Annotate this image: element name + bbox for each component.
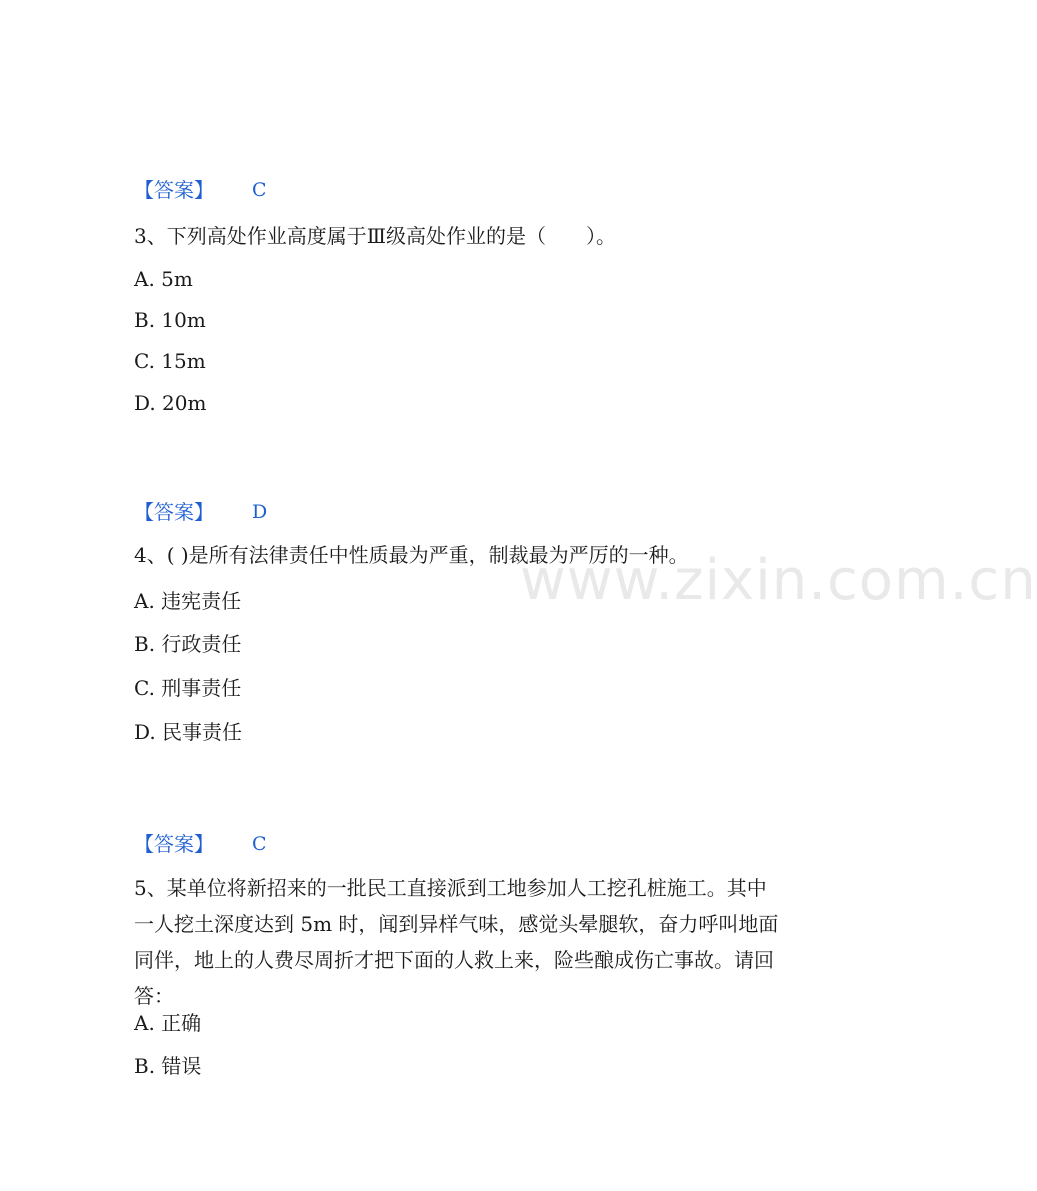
option-c: C. 15m (134, 349, 206, 373)
option-d: D. 民事责任 (134, 720, 243, 744)
answer-label: 【答案】 (134, 832, 214, 856)
option-a: A. 违宪责任 (134, 589, 242, 613)
option-a: A. 正确 (134, 1011, 202, 1035)
question-text: 3、下列高处作业高度属于Ⅲ级高处作业的是（ ）。 (134, 224, 617, 248)
question-text: 4、( )是所有法律责任中性质最为严重，制裁最为严厉的一种。 (134, 543, 689, 567)
option-b: B. 10m (134, 308, 206, 332)
answer-label: 【答案】 (134, 178, 214, 202)
answer-line (134, 500, 268, 524)
question-text: 5、某单位将新招来的一批民工直接派到工地参加人工挖孔桩施工。其中一人挖土深度达到 5m 时，闻到异样气味，感觉头晕腿软，奋力呼叫地面同伴，地上的人费尽周折才把下面的人救上来，险些酿成伤亡事故。请回答： (134, 876, 779, 1008)
answer-value: D (252, 501, 268, 523)
answer-label: 【答案】 (134, 500, 214, 524)
option-c: C. 刑事责任 (134, 676, 242, 700)
option-d: D. 20m (134, 391, 207, 415)
option-b: B. 行政责任 (134, 632, 242, 656)
answer-line (134, 832, 267, 856)
answer-value: C (252, 179, 267, 201)
answer-line (134, 178, 267, 202)
watermark: www.zixin.com.cn (520, 548, 1037, 613)
option-a: A. 5m (134, 267, 193, 291)
option-b: B. 错误 (134, 1054, 202, 1078)
answer-value: C (252, 833, 267, 855)
